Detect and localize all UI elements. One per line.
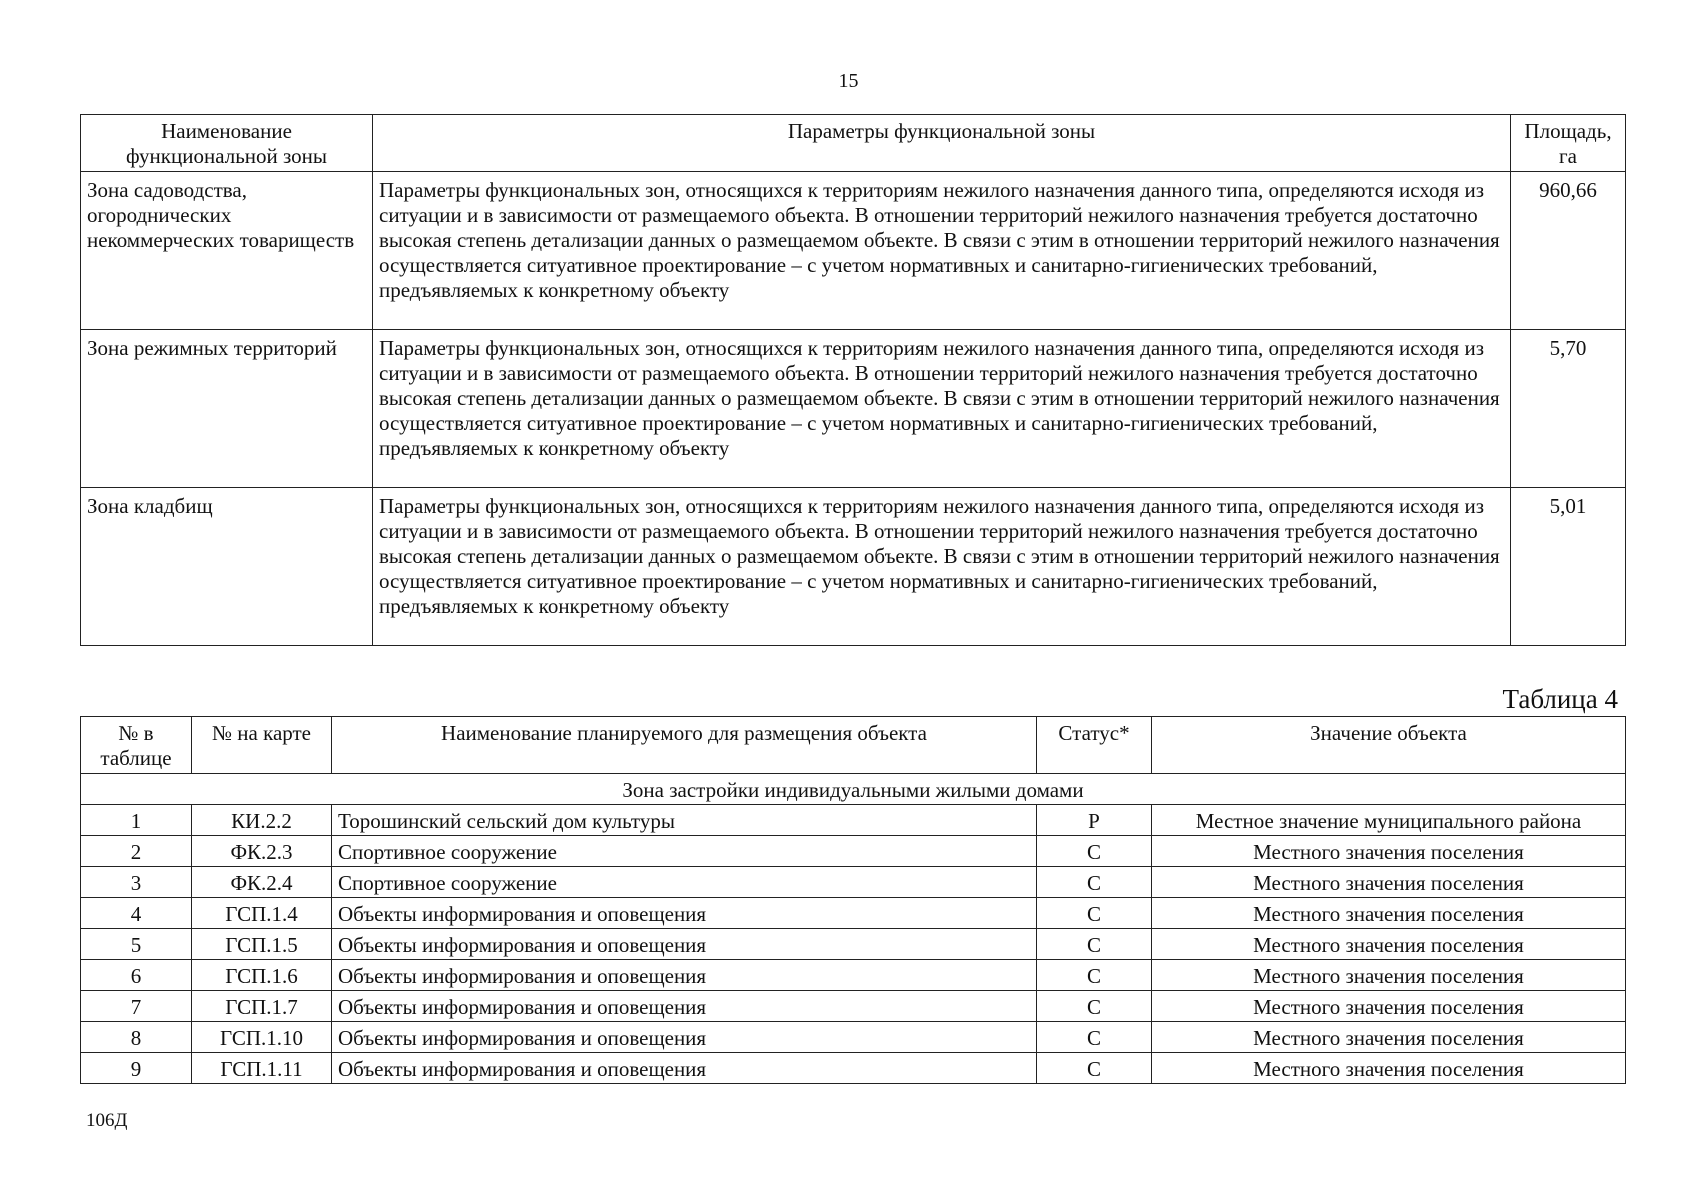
object-significance: Местного значения поселения	[1152, 929, 1626, 960]
row-number: 9	[81, 1053, 192, 1084]
header-zone-area: Площадь, га	[1511, 115, 1626, 172]
header-object-name: Наименование планируемого для размещения объекта	[332, 717, 1037, 774]
row-number: 1	[81, 805, 192, 836]
zone-name: Зона режимных территорий	[81, 330, 373, 488]
object-significance: Местного значения поселения	[1152, 1022, 1626, 1053]
zones-header-row	[81, 115, 1626, 172]
page-number: 15	[838, 70, 859, 92]
zone-row	[81, 172, 1626, 330]
map-number: ГСП.1.11	[192, 1053, 332, 1084]
zone-area: 960,66	[1511, 172, 1626, 330]
object-significance: Местного значения поселения	[1152, 991, 1626, 1022]
object-status: С	[1037, 1022, 1152, 1053]
object-status: С	[1037, 1053, 1152, 1084]
planned-objects-table	[80, 716, 1626, 1084]
header-zone-name: Наименование функциональной зоны	[81, 115, 373, 172]
object-name: Спортивное сооружение	[332, 867, 1037, 898]
object-name: Объекты информирования и оповещения	[332, 1022, 1037, 1053]
object-name: Объекты информирования и оповещения	[332, 991, 1037, 1022]
object-name: Торошинский сельский дом культуры	[332, 805, 1037, 836]
object-status: С	[1037, 960, 1152, 991]
zone-row	[81, 488, 1626, 646]
row-number: 8	[81, 1022, 192, 1053]
header-status: Статус*	[1037, 717, 1152, 774]
map-number: ГСП.1.6	[192, 960, 332, 991]
object-status: Р	[1037, 805, 1152, 836]
zone-name: Зона садоводства, огороднических некоммерческих товариществ	[81, 172, 373, 330]
object-status: С	[1037, 929, 1152, 960]
row-number: 5	[81, 929, 192, 960]
object-status: С	[1037, 991, 1152, 1022]
object-significance: Местного значения поселения	[1152, 836, 1626, 867]
zone-params: Параметры функциональных зон, относящихся к территориям нежилого назначения данного типа, определяются исходя из ситуации и в зависимости от размещаемого объекта. В отношении территорий нежилого назначения требуется достаточно высокая степень детализации данных о размещаемом объекте. В связи с этим в отношении территорий нежилого назначения осуществляется ситуативное проектирование – с учетом нормативных и санитарно-гигиенических требований, предъявляемых к конкретному объекту	[373, 172, 1511, 330]
table-row	[81, 1053, 1626, 1084]
object-significance: Местного значения поселения	[1152, 867, 1626, 898]
object-significance: Местное значение муниципального района	[1152, 805, 1626, 836]
table-row	[81, 836, 1626, 867]
zone-params: Параметры функциональных зон, относящихся к территориям нежилого назначения данного типа, определяются исходя из ситуации и в зависимости от размещаемого объекта. В отношении территорий нежилого назначения требуется достаточно высокая степень детализации данных о размещаемом объекте. В связи с этим в отношении территорий нежилого назначения осуществляется ситуативное проектирование – с учетом нормативных и санитарно-гигиенических требований, предъявляемых к конкретному объекту	[373, 330, 1511, 488]
section-title: Зона застройки индивидуальными жилыми домами	[81, 774, 1626, 805]
object-significance: Местного значения поселения	[1152, 898, 1626, 929]
objects-header-row	[81, 717, 1626, 774]
header-map-number: № на карте	[192, 717, 332, 774]
object-name: Объекты информирования и оповещения	[332, 898, 1037, 929]
table-4-caption: Таблица 4	[1502, 684, 1618, 714]
object-status: С	[1037, 898, 1152, 929]
section-row	[81, 774, 1626, 805]
zone-area: 5,70	[1511, 330, 1626, 488]
object-name: Спортивное сооружение	[332, 836, 1037, 867]
object-status: С	[1037, 867, 1152, 898]
object-significance: Местного значения поселения	[1152, 960, 1626, 991]
zone-row	[81, 330, 1626, 488]
object-significance: Местного значения поселения	[1152, 1053, 1626, 1084]
zone-params: Параметры функциональных зон, относящихся к территориям нежилого назначения данного типа, определяются исходя из ситуации и в зависимости от размещаемого объекта. В отношении территорий нежилого назначения требуется достаточно высокая степень детализации данных о размещаемом объекте. В связи с этим в отношении территорий нежилого назначения осуществляется ситуативное проектирование – с учетом нормативных и санитарно-гигиенических требований, предъявляемых к конкретному объекту	[373, 488, 1511, 646]
object-name: Объекты информирования и оповещения	[332, 960, 1037, 991]
table-row	[81, 805, 1626, 836]
map-number: ФК.2.4	[192, 867, 332, 898]
row-number: 7	[81, 991, 192, 1022]
header-row-number: № в таблице	[81, 717, 192, 774]
row-number: 6	[81, 960, 192, 991]
zone-area: 5,01	[1511, 488, 1626, 646]
row-number: 2	[81, 836, 192, 867]
table-row	[81, 991, 1626, 1022]
functional-zones-table	[80, 114, 1626, 646]
map-number: КИ.2.2	[192, 805, 332, 836]
table-row	[81, 898, 1626, 929]
map-number: ГСП.1.10	[192, 1022, 332, 1053]
header-zone-params: Параметры функциональной зоны	[373, 115, 1511, 172]
header-significance: Значение объекта	[1152, 717, 1626, 774]
map-number: ГСП.1.5	[192, 929, 332, 960]
map-number: ФК.2.3	[192, 836, 332, 867]
map-number: ГСП.1.4	[192, 898, 332, 929]
table-row	[81, 1022, 1626, 1053]
table-row	[81, 960, 1626, 991]
document-code: 106Д	[86, 1110, 128, 1131]
row-number: 3	[81, 867, 192, 898]
map-number: ГСП.1.7	[192, 991, 332, 1022]
row-number: 4	[81, 898, 192, 929]
object-name: Объекты информирования и оповещения	[332, 1053, 1037, 1084]
object-name: Объекты информирования и оповещения	[332, 929, 1037, 960]
table-row	[81, 929, 1626, 960]
table-row	[81, 867, 1626, 898]
object-status: С	[1037, 836, 1152, 867]
zone-name: Зона кладбищ	[81, 488, 373, 646]
